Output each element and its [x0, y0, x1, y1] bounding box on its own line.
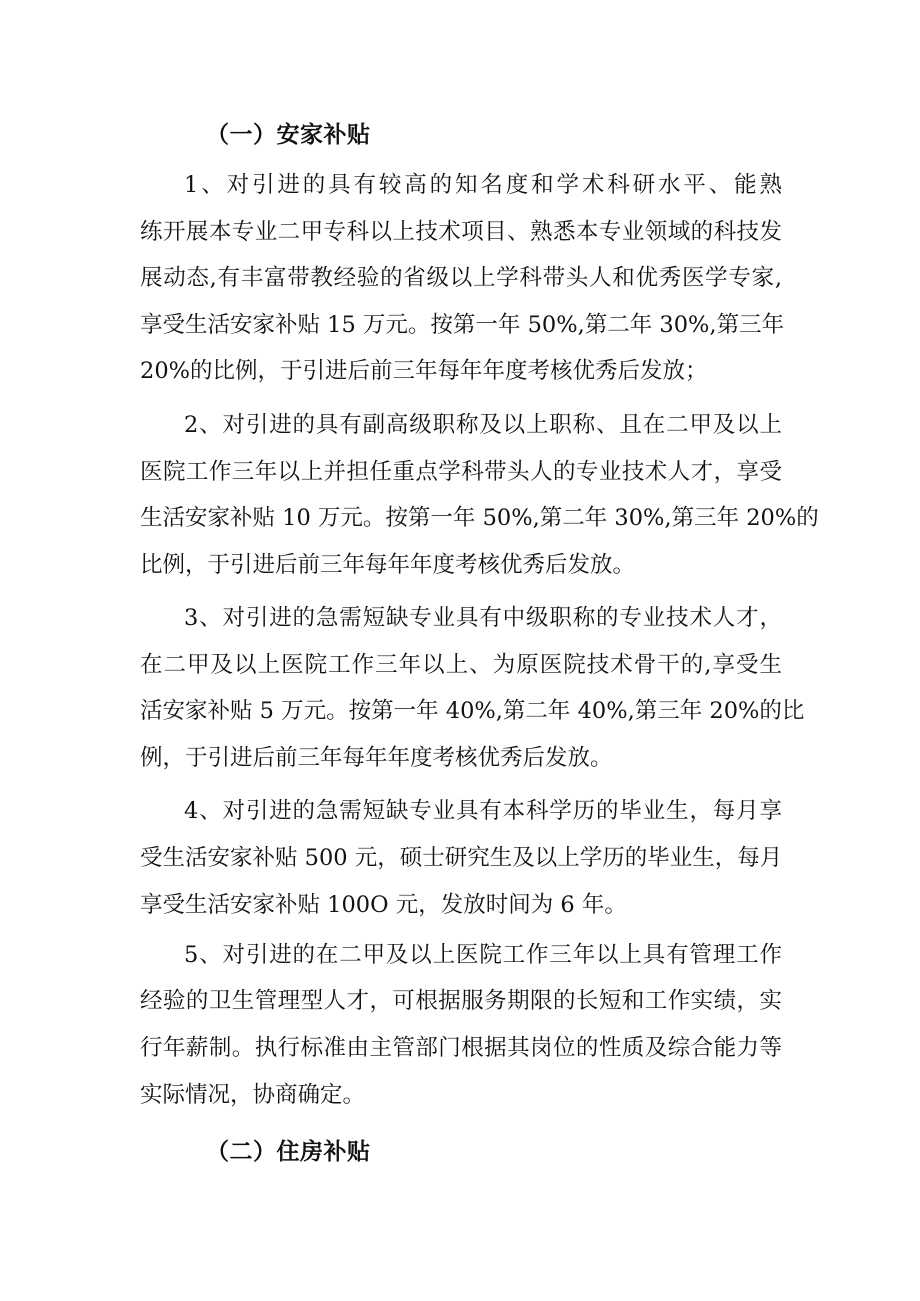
paragraph-1-line-2: 练开展本专业二甲专科以上技术项目、熟悉本专业领域的科技发	[140, 219, 782, 245]
paragraph-1-line-5: 20%的比例，于引进后前三年每年年度考核优秀后发放；	[140, 358, 708, 384]
paragraph-3-line-4: 例，于引进后前三年每年年度考核优秀后发放。	[140, 745, 613, 771]
paragraph-2-line-1: 2、对引进的具有副高级职称及以上职称、且在二甲及以上	[184, 412, 782, 438]
paragraph-5-line-4: 实际情况，协商确定。	[140, 1082, 366, 1108]
paragraph-5-line-1: 5、对引进的在二甲及以上医院工作三年以上具有管理工作	[184, 942, 782, 968]
paragraph-2-line-3: 生活安家补贴 10 万元。按第一年 50%,第二年 30%,第三年 20%的	[140, 505, 819, 531]
paragraph-5-line-3: 行年薪制。执行标准由主管部门根据其岗位的性质及综合能力等	[140, 1035, 782, 1061]
paragraph-2-line-4: 比例，于引进后前三年每年年度考核优秀后发放。	[140, 552, 636, 578]
section-heading-housing-subsidy: （二）住房补贴	[206, 1139, 371, 1165]
paragraph-1-line-4: 享受生活安家补贴 15 万元。按第一年 50%,第二年 30%,第三年	[140, 312, 785, 338]
section-heading-settlement-subsidy: （一）安家补贴	[206, 122, 371, 148]
paragraph-4-line-3: 享受生活安家补贴 100O 元，发放时间为 6 年。	[140, 892, 627, 918]
paragraph-3-line-2: 在二甲及以上医院工作三年以上、为原医院技术骨干的,享受生	[140, 652, 782, 678]
paragraph-5-line-2: 经验的卫生管理型人才，可根据服务期限的长短和工作实绩，实	[140, 988, 782, 1014]
paragraph-4-line-2: 受生活安家补贴 500 元，硕士研究生及以上学历的毕业生，每月	[140, 845, 783, 871]
paragraph-1-line-3: 展动态,有丰富带教经验的省级以上学科带头人和优秀医学专家,	[140, 265, 782, 291]
paragraph-2-line-2: 医院工作三年以上并担任重点学科带头人的专业技术人才，享受	[140, 459, 782, 485]
paragraph-3-line-1: 3、对引进的急需短缺专业具有中级职称的专业技术人才，	[184, 605, 782, 631]
paragraph-4-line-1: 4、对引进的急需短缺专业具有本科学历的毕业生，每月享	[184, 798, 782, 824]
paragraph-1-line-1: 1、对引进的具有较高的知名度和学术科研水平、能熟	[184, 172, 782, 198]
paragraph-3-line-3: 活安家补贴 5 万元。按第一年 40%,第二年 40%,第三年 20%的比	[140, 698, 805, 724]
